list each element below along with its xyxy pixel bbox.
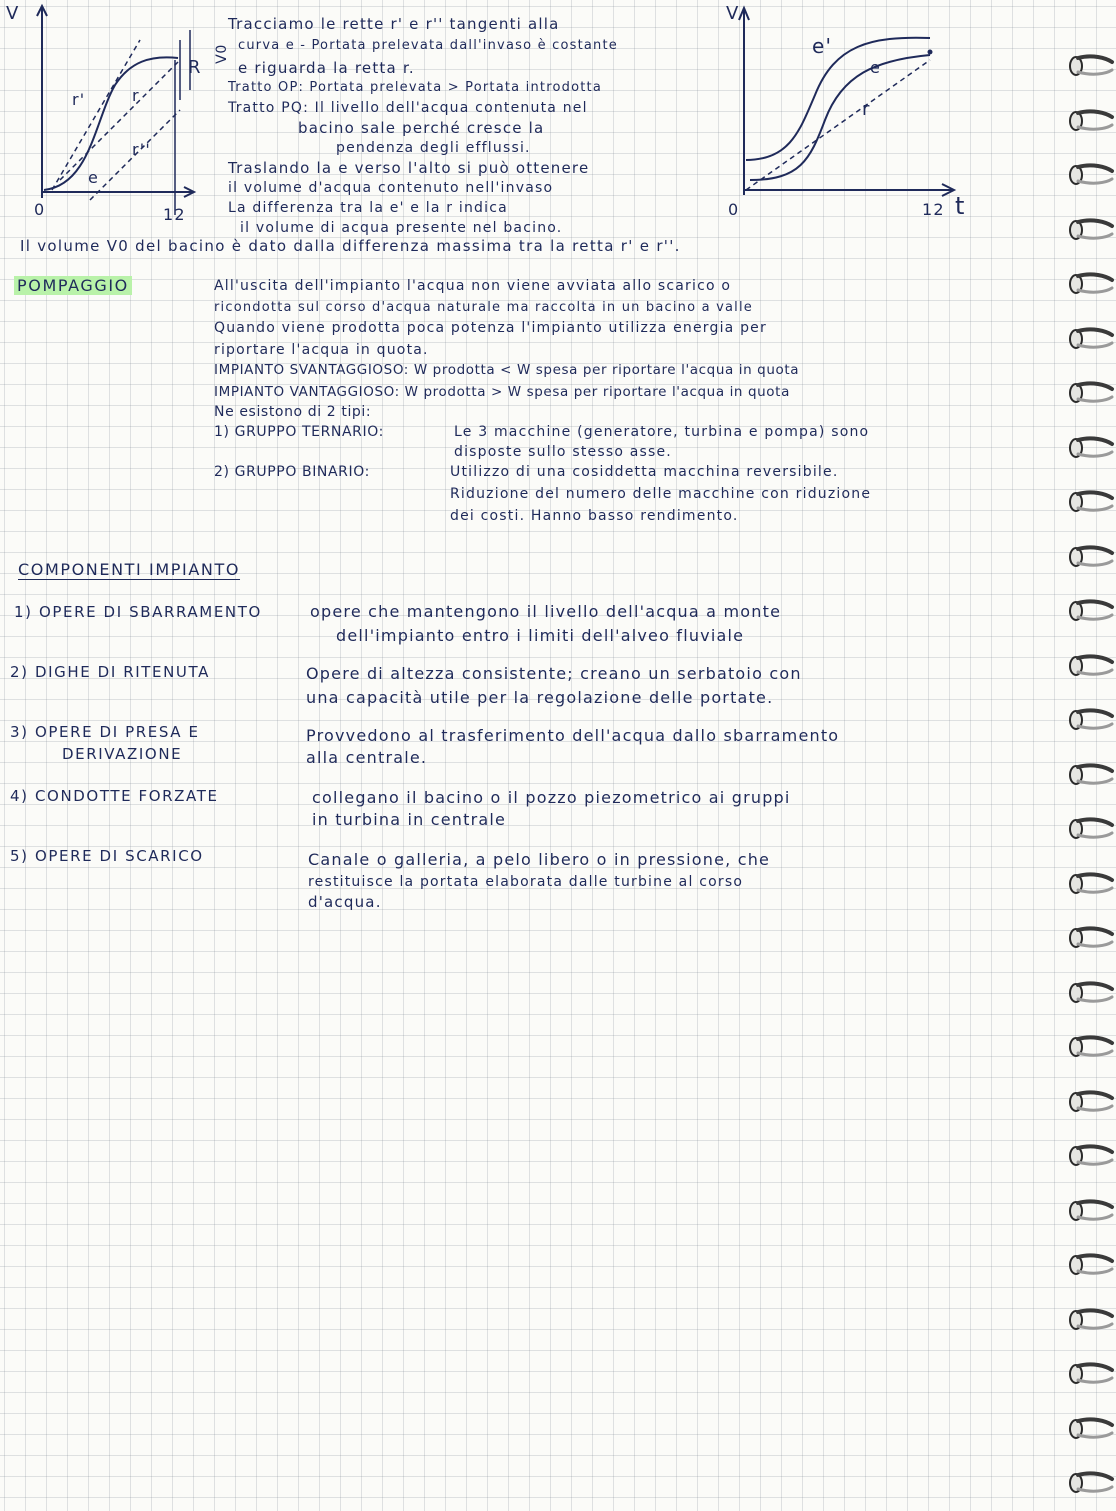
pompaggio-line-3: Quando viene prodotta poca potenza l'impianto utilizza energia per bbox=[214, 320, 767, 336]
binding-ring bbox=[1062, 1033, 1112, 1061]
gruppo-binario-line-3: dei costi. Hanno basso rendimento. bbox=[450, 508, 739, 524]
binding-ring bbox=[1062, 543, 1112, 571]
binding-ring bbox=[1062, 1360, 1112, 1388]
right-graph-y-label: V bbox=[726, 3, 740, 24]
left-graph-r-label: R bbox=[188, 57, 202, 78]
left-graph-curve-r-label: r bbox=[132, 86, 140, 105]
binding-ring bbox=[1062, 706, 1112, 734]
right-graph-curve-r-label: r bbox=[862, 99, 871, 120]
binding-ring bbox=[1062, 815, 1112, 843]
top-note-line-9: il volume d'acqua contenuto nell'invaso bbox=[228, 180, 554, 196]
pompaggio-line-4: riportare l'acqua in quota. bbox=[214, 342, 429, 358]
componente-2-line-2: una capacità utile per la regolazione delle portate. bbox=[306, 688, 774, 707]
componente-5-line-2: restituisce la portata elaborata dalle turbine al corso bbox=[308, 874, 744, 890]
top-note-line-4: Tratto OP: Portata prelevata > Portata introdotta bbox=[228, 80, 602, 95]
componente-1-label: 1) OPERE DI SBARRAMENTO bbox=[14, 603, 262, 621]
tipi-intro: Ne esistono di 2 tipi: bbox=[214, 404, 372, 420]
binding-ring bbox=[1062, 652, 1112, 680]
volume-statement: Il volume V0 del bacino è dato dalla differenza massima tra la retta r' e r''. bbox=[20, 237, 681, 255]
binding-ring bbox=[1062, 52, 1112, 80]
right-graph-t-label: t bbox=[955, 192, 966, 220]
top-note-line-5: Tratto PQ: Il livello dell'acqua contenuta nel bbox=[228, 100, 588, 116]
pompaggio-title bbox=[14, 276, 132, 296]
gruppo-ternario-label: 1) GRUPPO TERNARIO: bbox=[214, 424, 384, 440]
binding-ring bbox=[1062, 761, 1112, 789]
componente-2-line-1: Opere di altezza consistente; creano un serbatoio con bbox=[306, 664, 802, 683]
right-graph-end-label: 12 bbox=[922, 200, 945, 219]
binding-ring bbox=[1062, 107, 1112, 135]
binding-ring bbox=[1062, 1197, 1112, 1225]
top-note-line-6: bacino sale perché cresce la bbox=[298, 119, 545, 137]
top-note-line-2: curva e - Portata prelevata dall'invaso è costante bbox=[238, 38, 618, 53]
right-graph-curve-e1-label: e' bbox=[812, 34, 833, 58]
top-note-line-11: il volume di acqua presente nel bacino. bbox=[240, 220, 563, 236]
left-graph bbox=[20, 0, 210, 220]
pompaggio-line-1: All'uscita dell'impianto l'acqua non viene avviata allo scarico o bbox=[214, 278, 732, 294]
gruppo-ternario-line-1: Le 3 macchine (generatore, turbina e pompa) sono bbox=[454, 424, 870, 440]
left-graph-y-label: V bbox=[6, 3, 20, 24]
binding-ring bbox=[1062, 270, 1112, 298]
impianto-vantaggioso: IMPIANTO VANTAGGIOSO: W prodotta > W spesa per riportare l'acqua in quota bbox=[214, 384, 790, 400]
top-note-line-3: e riguarda la retta r. bbox=[238, 59, 415, 77]
componente-5-line-1: Canale o galleria, a pelo libero o in pressione, che bbox=[308, 850, 771, 869]
binding-ring bbox=[1062, 1306, 1112, 1334]
componenti-title: COMPONENTI IMPIANTO bbox=[18, 560, 241, 579]
binding-ring bbox=[1062, 325, 1112, 353]
binding-ring bbox=[1062, 1415, 1112, 1443]
left-graph-curve-r1-label: r' bbox=[72, 90, 86, 109]
binding-ring bbox=[1062, 1251, 1112, 1279]
binding-ring bbox=[1062, 488, 1112, 516]
right-graph bbox=[730, 0, 980, 210]
componente-1-line-1: opere che mantengono il livello dell'acqua a monte bbox=[310, 602, 782, 621]
componente-3-label-2: DERIVAZIONE bbox=[62, 745, 183, 763]
left-graph-origin-label: 0 bbox=[34, 200, 46, 219]
top-note-line-7: pendenza degli efflussi. bbox=[336, 140, 531, 156]
left-graph-curve-r2-label: r'' bbox=[132, 140, 151, 159]
right-graph-curve-e-label: e bbox=[870, 58, 882, 77]
componente-3-label: 3) OPERE DI PRESA E bbox=[10, 723, 200, 741]
right-graph-origin-label: 0 bbox=[728, 200, 740, 219]
pompaggio-title-text: POMPAGGIO bbox=[14, 276, 132, 295]
impianto-svantaggioso: IMPIANTO SVANTAGGIOSO: W prodotta < W spesa per riportare l'acqua in quota bbox=[214, 362, 800, 378]
componente-4-line-2: in turbina in centrale bbox=[312, 810, 507, 829]
componente-3-line-2: alla centrale. bbox=[306, 748, 428, 767]
componente-3-line-1: Provvedono al trasferimento dell'acqua dallo sbarramento bbox=[306, 726, 840, 745]
top-note-line-1: Tracciamo le rette r' e r'' tangenti alla bbox=[228, 15, 560, 33]
binding-ring bbox=[1062, 216, 1112, 244]
binding-ring bbox=[1062, 434, 1112, 462]
gruppo-binario-line-2: Riduzione del numero delle macchine con riduzione bbox=[450, 486, 872, 502]
componente-1-line-2: dell'impianto entro i limiti dell'alveo fluviale bbox=[336, 626, 745, 645]
top-note-line-8: Traslando la e verso l'alto si può ottenere bbox=[228, 159, 590, 177]
left-graph-v0-label: V0 bbox=[213, 44, 230, 64]
binding-ring bbox=[1062, 870, 1112, 898]
top-note-line-10: La differenza tra la e' e la r indica bbox=[228, 200, 508, 216]
binding-ring bbox=[1062, 1142, 1112, 1170]
gruppo-ternario-line-2: disposte sullo stesso asse. bbox=[454, 444, 672, 460]
binding-ring bbox=[1062, 1469, 1112, 1497]
binding-ring bbox=[1062, 979, 1112, 1007]
gruppo-binario-line-1: Utilizzo di una cosiddetta macchina reversibile. bbox=[450, 464, 839, 480]
gruppo-binario-label: 2) GRUPPO BINARIO: bbox=[214, 464, 370, 480]
binding-ring bbox=[1062, 379, 1112, 407]
componente-5-label: 5) OPERE DI SCARICO bbox=[10, 847, 204, 865]
left-graph-end-label: 12 bbox=[163, 205, 186, 224]
binding-ring bbox=[1062, 924, 1112, 952]
binding-ring bbox=[1062, 161, 1112, 189]
componente-5-line-3: d'acqua. bbox=[308, 893, 382, 911]
pompaggio-line-2: ricondotta sul corso d'acqua naturale ma raccolta in un bacino a valle bbox=[214, 300, 753, 315]
left-graph-curve-e-label: e bbox=[88, 168, 100, 187]
componente-4-label: 4) CONDOTTE FORZATE bbox=[10, 787, 219, 805]
componente-4-line-1: collegano il bacino o il pozzo piezometrico ai gruppi bbox=[312, 788, 791, 807]
binding-ring bbox=[1062, 1088, 1112, 1116]
componente-2-label: 2) DIGHE DI RITENUTA bbox=[10, 663, 210, 681]
binding-ring bbox=[1062, 597, 1112, 625]
